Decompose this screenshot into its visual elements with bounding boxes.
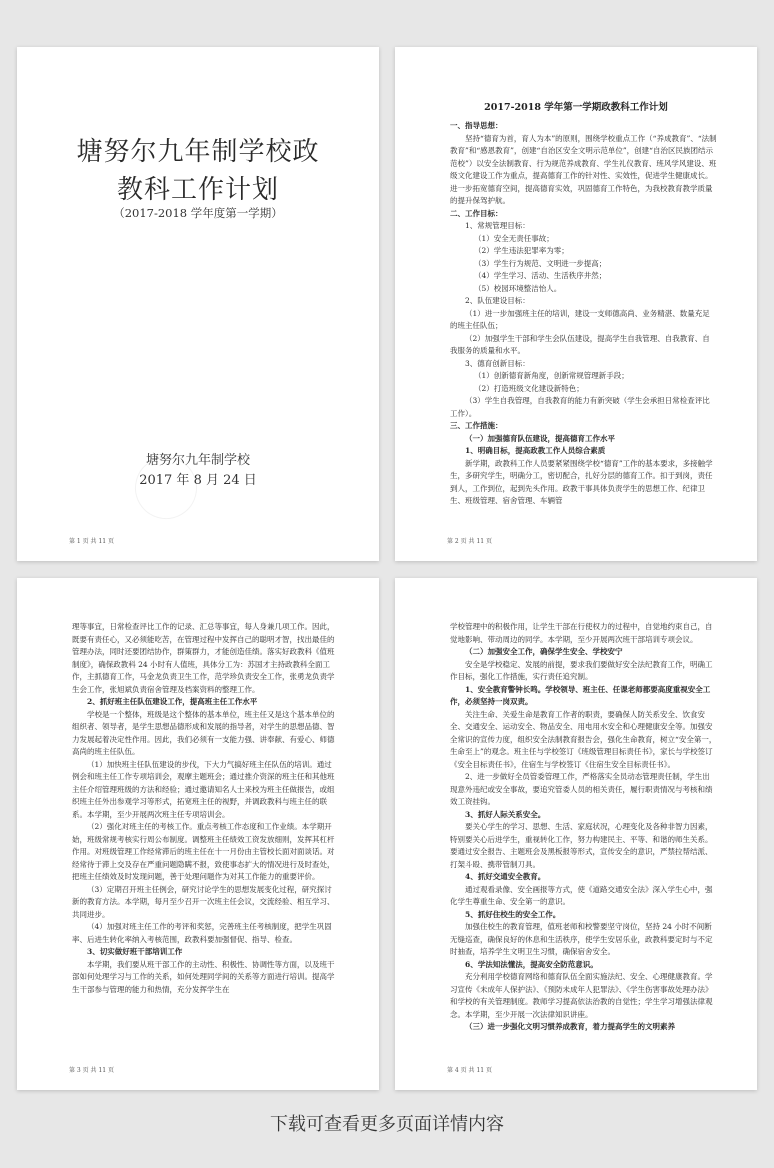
section-heading: 三、工作措施： <box>450 421 503 430</box>
body-paragraph: 要关心学生的学习、思想、生活、家庭状况，心理变化及各种非智力因素，特别要关心后进学生，重视转化工作，努力构建民主、平等、和谐的师生关系。要通过安全报告、主题班会及黑板报等形式，宣传安全的意识，严禁拉帮结派、打架斗殴、携带管制刀具。 <box>450 822 713 869</box>
section-heading: 3、抓好人际关系安全。 <box>465 809 546 819</box>
section-heading: （二）加强安全工作，确保学生安全、学校安宁 <box>465 647 623 656</box>
page-3-body <box>72 621 339 996</box>
document-page-3 <box>17 578 379 1090</box>
page-number: 第 2 页 共 11 页 <box>447 538 492 545</box>
section-heading: 3、切实做好班干部培训工作 <box>87 947 183 956</box>
body-paragraph: 3、德育创新目标： <box>465 358 530 368</box>
cover-title-line1: 塘努尔九年制学校政 <box>76 137 320 167</box>
section-heading: 5、抓好住校生的安全工作。 <box>465 909 561 919</box>
section-heading: （三）进一步强化文明习惯养成教育，着力提高学生的文明素养 <box>465 1022 675 1031</box>
body-paragraph: （2）打造班级文化建设新特色； <box>474 383 584 393</box>
body-paragraph: 新学期，政教科工作人员要紧紧围绕学校“德育”工作的基本要求，多接触学生，多研究学生，明确分工，密切配合，扎好分层的德育工作。扣于到岗，责任到人，工作到位，起到先头作用。政教干事具体负责学生的思想工作、纪律卫生、班级管理、宿舍管理、车辆管 <box>450 458 713 505</box>
section-heading: 4、抓好交通安全教育。 <box>465 872 546 881</box>
body-paragraph: 2、进一步做好全员管委管理工作，严格落实全员动态管理责任制，学生出现意外违纪或安全事故，要追究管委人员的相关责任，履行职责情况与考核和绩效工资挂钩。 <box>450 772 713 806</box>
document-title: 2017-2018 学年第一学期政教科工作计划 <box>484 102 668 113</box>
body-paragraph: （2）加强学生干部和学生会队伍建设，提高学生自我管理、自我教育、自我服务的质量和水平。 <box>450 333 710 355</box>
page-number: 第 4 页 共 11 页 <box>447 1067 492 1074</box>
section-heading: （一）加强德育队伍建设，提高德育工作水平 <box>465 433 615 443</box>
body-paragraph: （1）安全无责任事故； <box>474 233 554 243</box>
cover-school-name: 塘努尔九年制学校 <box>145 453 250 468</box>
document-page-4 <box>395 578 757 1090</box>
page-number: 第 3 页 共 11 页 <box>69 1067 114 1074</box>
cover-date: 2017 年 8 月 24 日 <box>139 473 257 488</box>
body-paragraph: 2、队伍建设目标： <box>465 296 530 305</box>
body-paragraph: （1）创新德育新角度，创新常规管理新手段； <box>474 371 629 380</box>
cover-title <box>17 133 379 209</box>
cover-subtitle: （2017-2018 学年度第一学期） <box>113 206 283 220</box>
section-heading: 一、指导思想： <box>450 121 503 130</box>
cover-school-block <box>17 451 379 491</box>
section-heading: 2、抓好班主任队伍建设工作，提高班主任工作水平 <box>87 697 258 706</box>
document-page-2 <box>395 47 757 561</box>
page-2-body <box>450 120 717 508</box>
download-more-text[interactable]: 下载可查看更多页面详情内容 <box>270 1114 504 1135</box>
body-paragraph: 本学期，我们要从班干部工作的主动性、积极性、协调性等方面，以及班干部如何处理学习与工作的关系，如何处理同学间的关系等方面进行培训。提高学生干部参与管理的能力和热情，充分发挥学生在 <box>72 959 335 994</box>
body-paragraph: 坚持“德育为首，育人为本”的原则，围绕学校重点工作（“养成教育”、“法制教育”和“感恩教育”，创建“自治区安全文明示范单位”，创建“自治区民族团结示范校”）以安全法制教育、行为规范养成教育、学生礼仪教育、班风学风建设、班级文化建设工作为重点，提高德育工作的针对性、实效性，促进学生健康成长。进一步拓宽德育空间，提高德育实效，巩固德育工作特色，为我校教育教学质量的提升保驾护航。 <box>450 133 717 205</box>
body-paragraph: （2）强化对班主任的考核工作。重点考核工作态度和工作业绩。本学期开始，班级常规考核实行周公布制度。调整班主任绩效工资发放细则，发挥其杠杆作用。对班级管理工作经常滞后的班主任在十一月份由主管校长面对面谈话。对经常待于滞上交及存在严重问题隐瞒不报，致使事态扩大的情况进行及时查处，把班主任绩效及时发现问题，善于处理问题作为对其工作能力的重要评价。 <box>72 822 335 881</box>
cover-page <box>17 47 379 561</box>
body-paragraph: 学校是一个整体，班级是这个整体的基本单位，班主任又是这个基本单位的组织者、领导者，是学生思想品德形成和发展的指导者，对学生的思想品德、智力发展起着决定性作用。因此，我们必须有一支能力强、讲奉献、有爱心、师德高尚的班主任队伍。 <box>72 709 335 756</box>
body-paragraph: （3）定期召开班主任例会，研究讨论学生的思想发展变化过程，研究探讨新的教育方法。本学期，每月至少召开一次班主任会议，交流经验、相互学习、共同进步。 <box>72 884 335 919</box>
section-heading: 6、学法知法懂法，提高安全防范意识。 <box>465 959 598 969</box>
body-paragraph: 加强住校生的教育管理，值班老师和校警要坚守岗位，坚持 24 小时不间断无缝巡查，确保良好的休息和生活秩序，使学生安居乐业，政教科要定时与不定时抽查，培养学生文明卫生习惯，确保宿舍安全。 <box>450 922 713 956</box>
body-paragraph: 安全是学校稳定、发展的前提，要求我们要做好安全法纪教育工作，明确工作目标，强化工作措施，实行责任追究制。 <box>450 659 713 681</box>
body-paragraph: （3）学生自我管理，自我教育的能力有新突破（学生会承担日常检查评比工作）。 <box>450 396 710 418</box>
section-heading: 二、工作目标： <box>450 208 503 218</box>
body-paragraph: （5）校园环境整洁怡人。 <box>474 283 562 293</box>
body-paragraph: （4）加强对班主任工作的考评和奖惩，完善班主任考核制度，把学生巩固率、后进生转化率纳入考核范围，政教科要加强督促、指导、检查。 <box>72 922 332 944</box>
body-paragraph: 通过观看录像、安全画报等方式，使《道路交通安全法》深入学生心中，强化学生尊重生命、安全第一的意识。 <box>450 884 713 906</box>
cover-title-line2: 教科工作计划 <box>116 175 279 205</box>
body-paragraph: （2）学生违法犯罪率为零； <box>474 246 569 255</box>
body-paragraph: 理等事宜，日常检查评比工作的记录、汇总等事宜，每人身兼几项工作。因此，既要有责任心，又必须能吃苦，在管理过程中发挥自己的聪明才智，找出最佳的管理办法，同时还要团结协作，群策群力，才能创造佳绩。落实好政教科《值班制度》，确保政教科 24 小时有人值班，具体分工为：苏国才主持政教科全面工作，主抓德育工作，马金龙负责卫生工作，范学珍负责安全工作，张勇龙负责学生会工作，张旭斌负责宿舍管理及档案资料的整理工作。 <box>72 622 335 694</box>
body-paragraph: 关注生命、关爱生命是教育工作者的职责，要确保人防关系安全、饮食安全、交通安全、运动安全、物品安全、用电用水安全和心理健康安全等。加强安全常识的宣传力度，组织安全法制教育报告会，强化生命教育，树立“安全第一，生命至上”的观念。班主任与学校签订《班级管理目标责任书》，家长与学校签订《安全目标责任书》，住宿生与学校签订《住宿生安全目标责任书》。 <box>450 709 717 769</box>
body-paragraph: 充分利用学校德育网络和德育队伍全面实施法纪、安全、心理健康教育。学习宣传《未成年人保护法》、《预防未成年人犯罪法》、《学生伤害事故处理办法》和学校的有关管理制度。教师学习提高依法治教的自觉性；学生学习增强法律观念。本学期，至少开展一次法律知识讲座。 <box>450 972 713 1019</box>
body-paragraph: 学校管理中的积极作用，让学生干部在行使权力的过程中，自觉地约束自己，自觉地影响、带动周边的同学。本学期，至少开展两次班干部培训专项会议。 <box>450 622 713 644</box>
page-number: 第 1 页 共 11 页 <box>69 538 114 545</box>
section-heading: 1、安全教育警钟长鸣。学校领导、班主任、任课老师都要高度重视安全工作，必须坚持一岗双责。 <box>450 684 711 706</box>
body-paragraph: 1、常规管理目标： <box>465 221 530 230</box>
body-paragraph: （1）进一步加强班主任的培训，建设一支师德高尚、业务精湛、数量充足的班主任队伍； <box>450 308 710 330</box>
section-heading: 1、明确目标，提高政教工作人员综合素质 <box>465 446 606 455</box>
body-paragraph: （3）学生行为规范、文明进一步提高； <box>474 258 607 268</box>
page-4-body <box>450 621 717 1034</box>
body-paragraph: （1）加快班主任队伍建设的步伐，下大力气搞好班主任队伍的培训。通过例会和班主任工作专项培训会，观摩主题班会；通过推介资深的班主任和其他班主任介绍管理班级的方法和经验；通过邀请知名人士来校为班主任做报告，或组织班主任外出参观学习等形式，拓宽班主任的视野，并调政教科与班主任的联系。本学期，至少开展两次班主任专项培训会。 <box>72 759 335 819</box>
body-paragraph: （4）学生学习、活动、生活秩序井然； <box>474 271 607 280</box>
